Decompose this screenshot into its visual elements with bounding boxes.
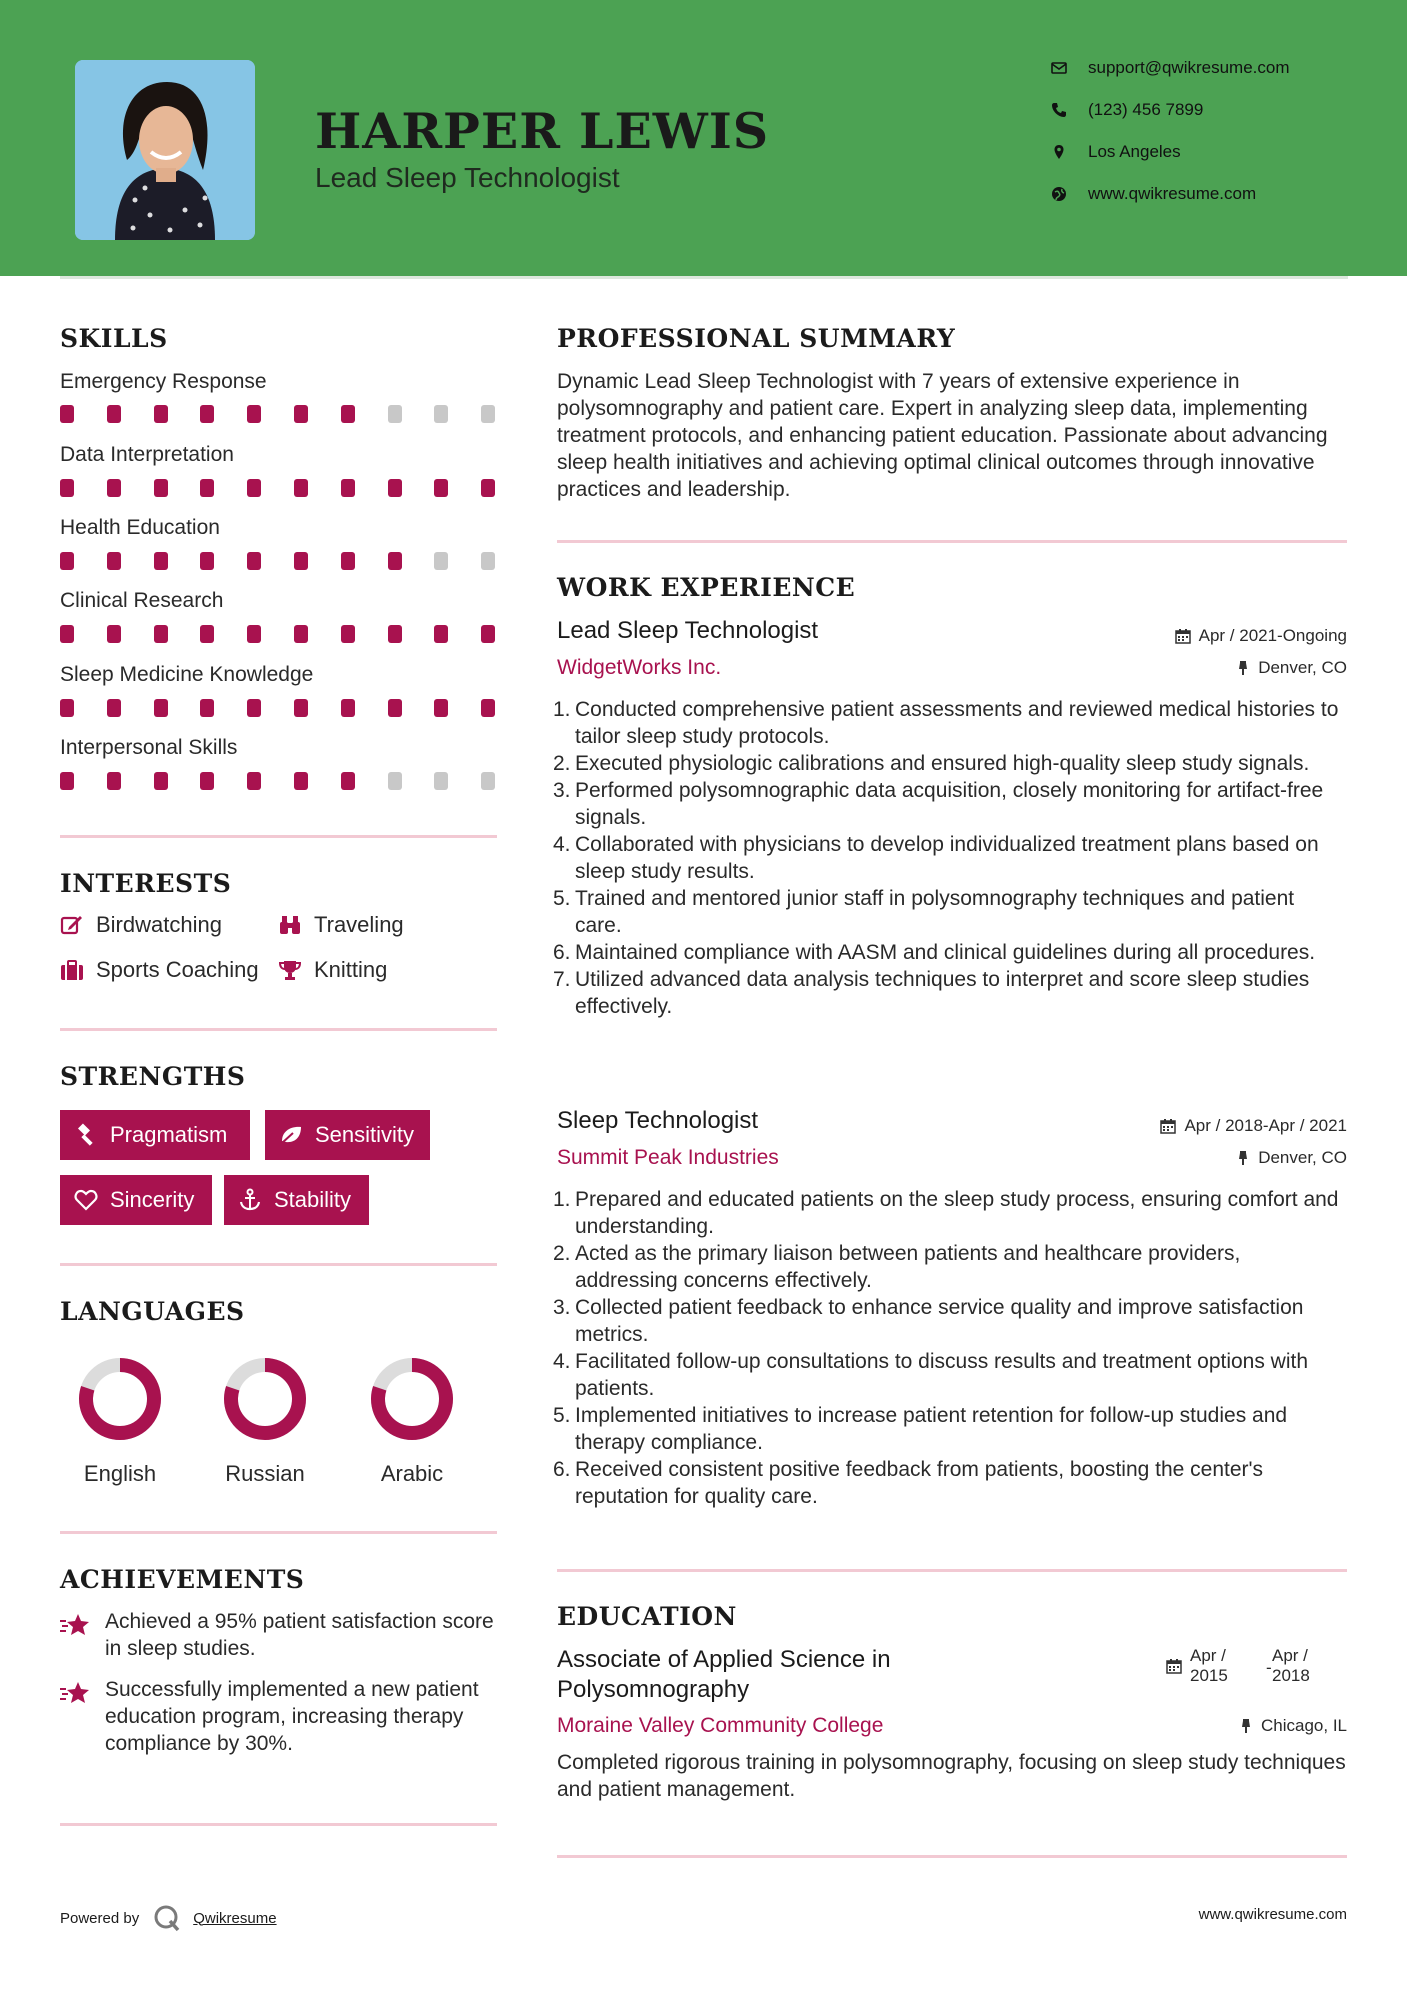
bullet-text: Acted as the primary liaison between patients and healthcare providers, addressing concerns effectively. [575,1242,1241,1292]
calendar-icon [1166,1658,1182,1674]
skill-dot-filled [60,479,74,497]
skill-dot-filled [154,772,168,790]
skill-dot-filled [200,479,214,497]
calendar-icon [1160,1118,1176,1134]
skill-rating [60,479,500,497]
bullet-number: 5. [553,1404,571,1427]
edu-end-year: 2018 [1272,1666,1310,1685]
job-bullet [553,1456,1343,1510]
skill-dot-filled [200,552,214,570]
trophy-icon [278,959,302,981]
bullet-number: 2. [553,1242,571,1265]
bullet-number: 4. [553,1350,571,1373]
section-divider [60,1823,497,1826]
skill-dot-filled [60,625,74,643]
edu-start-year: 2015 [1190,1666,1228,1685]
edu-start [1190,1646,1240,1686]
skill-dot-filled [60,699,74,717]
strength-label: Pragmatism [110,1122,228,1147]
job-location-text: Denver, CO [1258,1148,1347,1167]
bullet-number: 2. [553,752,571,775]
skill-dot-empty [434,552,448,570]
skill-dot-filled [200,772,214,790]
skill-dot-filled [154,552,168,570]
bullet-text: Collaborated with physicians to develop individualized treatment plans based on sleep study results. [575,833,1319,883]
footer-powered-by [60,1904,277,1932]
job-dates [1160,1116,1347,1136]
skill-dot-filled [388,552,402,570]
skill-dot-filled [107,405,121,423]
achievement-text: Successfully implemented a new patient education program, increasing therapy compliance by 30%. [105,1678,479,1755]
job-bullet [553,885,1343,939]
job-title: Lead Sleep Technologist [557,617,819,644]
section-divider [60,1531,497,1534]
footer-website[interactable]: www.qwikresume.com [1198,1906,1347,1923]
skill-dot-filled [481,625,495,643]
skill-rating [60,772,500,790]
skill-dot-filled [107,772,121,790]
pushpin-icon [1236,660,1250,676]
interest-label: Birdwatching [96,912,222,937]
language-label: Arabic [380,1461,444,1486]
skill-dot-empty [388,772,402,790]
skill-dot-filled [154,699,168,717]
phone-icon [1050,101,1068,119]
skill-dot-filled [247,552,261,570]
qwikresume-logo-icon [153,1904,181,1932]
anchor-icon [238,1188,262,1212]
edu-start-month: Apr / [1190,1646,1226,1665]
bullet-number: 3. [553,779,571,802]
language-donut [370,1357,454,1441]
edu-dash: - [1266,1658,1272,1677]
skill-label: Interpersonal Skills [60,736,238,759]
skill-dot-filled [60,405,74,423]
job-bullet [553,1186,1343,1240]
skill-dot-filled [154,479,168,497]
skill-dot-filled [341,699,355,717]
binoculars-icon [278,914,302,936]
degree-line: Polysomnography [557,1676,750,1703]
candidate-title: Lead Sleep Technologist [315,162,620,193]
portrait-photo [75,60,255,240]
bullet-text: Maintained compliance with AASM and clinical guidelines during all procedures. [575,941,1316,964]
strength-label: Sensitivity [315,1122,415,1147]
section-divider [60,835,497,838]
skill-dot-filled [294,479,308,497]
interest-label: Sports Coaching [96,957,259,982]
bullet-text: Trained and mentored junior staff in polysomnography techniques and patient care. [575,887,1295,937]
bullet-text: Received consistent positive feedback from patients, boosting the center's reputation for quality care. [575,1458,1264,1508]
skill-dot-empty [481,405,495,423]
bullet-text: Performed polysomnographic data acquisition, closely monitoring for artifact-free signals. [575,779,1324,829]
section-divider [557,1569,1347,1572]
job-dates [1175,626,1347,646]
experience-heading: WORK EXPERIENCE [557,573,856,602]
interest-item [278,912,404,938]
bullet-text: Conducted comprehensive patient assessments and reviewed medical histories to tailor sleep study protocols. [575,698,1339,748]
interest-label: Knitting [314,957,388,982]
skill-dot-filled [200,699,214,717]
bullet-text: Executed physiologic calibrations and ensured high-quality sleep study signals. [575,752,1310,775]
interest-label: Traveling [314,912,404,937]
interest-item [278,957,387,983]
job-bullet [553,1348,1343,1402]
contact-location [1050,142,1181,162]
skill-label: Emergency Response [60,370,267,393]
language-donut [78,1357,162,1441]
skill-dot-filled [294,405,308,423]
interests-heading: INTERESTS [60,869,232,898]
contact-website[interactable] [1050,184,1256,204]
company-name: Summit Peak Industries [557,1146,779,1169]
language-donut [223,1357,307,1441]
edu-end [1272,1646,1332,1686]
bullet-number: 6. [553,1458,571,1481]
skill-rating [60,552,500,570]
skill-dot-empty [481,772,495,790]
bullet-number: 6. [553,941,571,964]
achievement-text: Achieved a 95% patient satisfaction score in sleep studies. [105,1610,494,1660]
job-dates-text: Apr / 2021-Ongoing [1198,626,1347,645]
skill-label: Sleep Medicine Knowledge [60,663,314,686]
section-divider [557,1855,1347,1858]
contact-email[interactable] [1050,58,1290,78]
edu-end-month: Apr / [1272,1646,1308,1665]
school-name: Moraine Valley Community College [557,1714,884,1737]
job-bullet [553,1240,1343,1294]
skill-dot-filled [388,699,402,717]
skill-dot-filled [434,479,448,497]
gavel-icon [74,1123,98,1147]
skill-label: Data Interpretation [60,443,234,466]
skill-dot-filled [341,772,355,790]
star-icon [60,1680,92,1706]
contact-phone-text: (123) 456 7899 [1088,100,1204,119]
skill-dot-empty [481,552,495,570]
skill-dot-filled [247,772,261,790]
skill-dot-filled [294,552,308,570]
bullet-text: Facilitated follow-up consultations to discuss results and treatment options with patients. [575,1350,1309,1400]
strength-badge [60,1110,250,1160]
skill-dot-empty [434,405,448,423]
summary-heading: PROFESSIONAL SUMMARY [557,324,956,353]
strength-badge [60,1175,212,1225]
skill-dot-filled [294,625,308,643]
skill-label: Health Education [60,516,220,539]
bullet-number: 1. [553,1188,571,1211]
education-heading: EDUCATION [557,1602,737,1631]
job-location [1236,1148,1347,1168]
section-divider [557,540,1347,543]
skill-dot-empty [388,405,402,423]
candidate-name: HARPER LEWIS [315,102,770,160]
bullet-number: 7. [553,968,571,991]
job-bullet [553,831,1343,885]
skill-dot-filled [200,405,214,423]
skill-dot-filled [481,699,495,717]
star-icon [60,1612,92,1638]
contact-phone[interactable] [1050,100,1203,120]
education-location [1239,1716,1347,1736]
skill-dot-filled [107,552,121,570]
bullet-number: 3. [553,1296,571,1319]
heart-icon [74,1189,98,1211]
skill-dot-filled [107,699,121,717]
skill-dot-filled [434,699,448,717]
pushpin-icon [1239,1718,1253,1734]
bullet-text: Utilized advanced data analysis techniques to interpret and score sleep studies effectively. [575,968,1310,1018]
skill-dot-filled [247,625,261,643]
achievement-item [60,1608,500,1662]
summary-text: Dynamic Lead Sleep Technologist with 7 years of extensive experience in polysomnography and patient care. Expert in analyzing sleep data, implementing treatment protocols, and enhancing patient education. Passionate about advancing sleep health initiatives and achieving optimal clinical outcomes through innovative practices and leadership. [557,370,1328,501]
skill-dot-filled [107,625,121,643]
skill-dot-filled [154,625,168,643]
achievement-item [60,1676,500,1757]
contact-website-text: www.qwikresume.com [1088,184,1257,203]
profile-photo [75,60,255,240]
brand-link[interactable]: Qwikresume [193,1909,277,1927]
contact-location-text: Los Angeles [1088,142,1181,161]
bullet-text: Implemented initiatives to increase patient retention for follow-up studies and therapy compliance. [575,1404,1288,1454]
degree-title [557,1645,891,1705]
language-label: Russian [225,1461,305,1486]
envelope-icon [1050,59,1068,77]
skill-dot-empty [434,772,448,790]
skill-label: Clinical Research [60,589,224,612]
header-bar [0,0,1407,276]
education-location-text: Chicago, IL [1261,1716,1347,1735]
skill-dot-filled [341,625,355,643]
skill-dot-filled [388,479,402,497]
job-bullet [553,966,1343,1020]
contact-email-text: support@qwikresume.com [1088,58,1290,77]
skill-dot-filled [388,625,402,643]
skills-heading: SKILLS [60,324,168,353]
job-bullet [553,1402,1343,1456]
job-location-text: Denver, CO [1258,658,1347,677]
skill-dot-filled [341,552,355,570]
skill-dot-filled [481,479,495,497]
skill-dot-filled [247,479,261,497]
section-divider [60,1263,497,1266]
job-bullets [553,1186,1343,1510]
job-dates-text: Apr / 2018-Apr / 2021 [1184,1116,1347,1135]
skill-dot-filled [341,405,355,423]
strength-label: Stability [274,1187,352,1212]
calendar-icon [1175,628,1191,644]
skill-dot-filled [60,772,74,790]
strength-badge [224,1175,369,1225]
job-location [1236,658,1347,678]
globe-icon [1050,185,1068,203]
pushpin-icon [1236,1150,1250,1166]
bullet-text: Collected patient feedback to enhance service quality and improve satisfaction metrics. [575,1296,1304,1346]
job-bullet [553,750,1343,777]
briefcase-icon [60,959,84,981]
languages-heading: LANGUAGES [60,1297,245,1326]
job-bullet [553,696,1343,750]
job-bullets [553,696,1343,1020]
skill-dot-filled [247,405,261,423]
skill-dot-filled [200,625,214,643]
company-name: WidgetWorks Inc. [557,656,722,679]
bullet-number: 5. [553,887,571,910]
header-divider [60,276,1348,279]
skill-dot-filled [154,405,168,423]
achievements-heading: ACHIEVEMENTS [60,1565,305,1594]
skill-rating [60,405,500,423]
skill-dot-filled [247,699,261,717]
job-title: Sleep Technologist [557,1107,759,1134]
skill-dot-filled [434,625,448,643]
education-description: Completed rigorous training in polysomnography, focusing on sleep study techniques and patient management. [557,1751,1346,1801]
skill-dot-filled [60,552,74,570]
job-bullet [553,1294,1343,1348]
language-label: English [83,1461,157,1486]
bullet-number: 4. [553,833,571,856]
leaf-icon [279,1123,303,1147]
interest-item [60,957,259,983]
map-pin-icon [1050,143,1068,161]
section-divider [60,1028,497,1031]
interest-item [60,912,222,938]
skill-dot-filled [107,479,121,497]
strength-label: Sincerity [110,1187,195,1212]
powered-by-text: Powered by [60,1909,140,1927]
job-bullet [553,939,1343,966]
job-bullet [553,777,1343,831]
strength-badge [265,1110,430,1160]
degree-line: Associate of Applied Science in [557,1646,891,1673]
strengths-heading: STRENGTHS [60,1062,246,1091]
bullet-number: 1. [553,698,571,721]
skill-dot-filled [294,699,308,717]
skill-rating [60,699,500,717]
edit-icon [60,914,84,936]
skill-dot-filled [341,479,355,497]
skill-rating [60,625,500,643]
skill-dot-filled [294,772,308,790]
bullet-text: Prepared and educated patients on the sleep study process, ensuring comfort and understanding. [575,1188,1339,1238]
